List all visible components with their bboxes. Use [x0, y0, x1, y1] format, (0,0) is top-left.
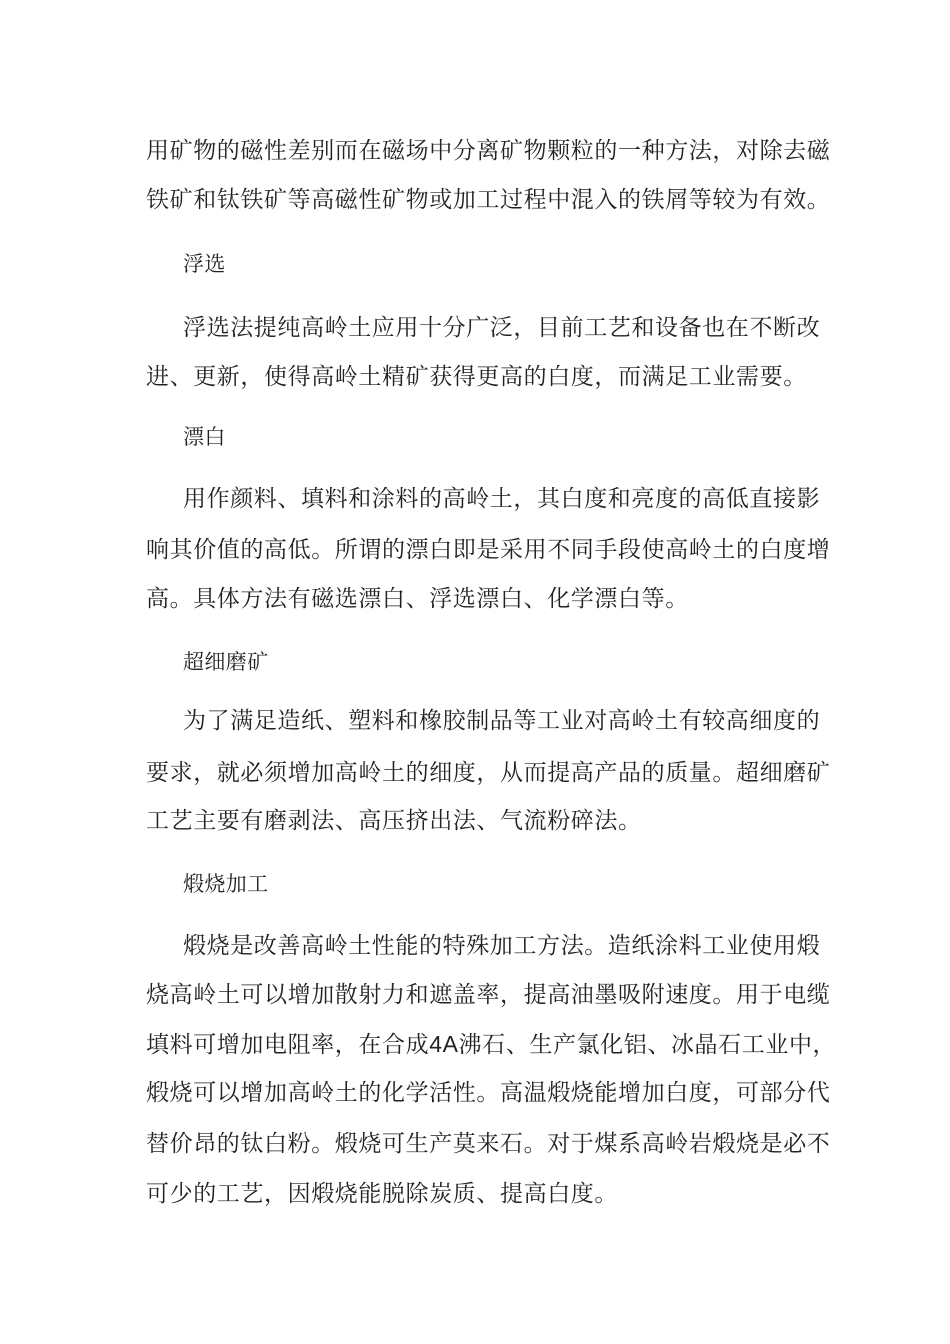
paragraph-grinding-line-1: 为了满足造纸、塑料和橡胶制品等工业对高岭土有较高细度的: [183, 708, 821, 734]
paragraph-grinding-line-2: 要求，就必须增加高岭土的细度，从而提高产品的质量。超细磨矿: [146, 760, 831, 786]
paragraph-magnetic-line-1: 用矿物的磁性差别而在磁场中分离矿物颗粒的一种方法，对除去磁: [146, 138, 831, 164]
paragraph-flotation-line-2: 进、更新，使得高岭土精矿获得更高的白度，而满足工业需要。: [146, 364, 807, 390]
paragraph-calcination-line-2: 烧高岭土可以增加散射力和遮盖率，提高油墨吸附速度。用于电缆: [146, 982, 831, 1008]
heading-grinding: 超细磨矿: [183, 650, 269, 674]
paragraph-calcination-line-1: 煅烧是改善高岭土性能的特殊加工方法。造纸涂料工业使用煅: [183, 933, 821, 959]
paragraph-flotation-line-1: 浮选法提纯高岭土应用十分广泛，目前工艺和设备也在不断改: [183, 315, 821, 341]
line-3-text-before: 填料可增加电阻率，在合成: [146, 1032, 430, 1058]
paragraph-calcination-line-5: 替价昂的钛白粉。煅烧可生产莫来石。对于煤系高岭岩煅烧是必不: [146, 1131, 831, 1157]
heading-calcination: 煅烧加工: [183, 872, 269, 896]
line-3-text-after: 沸石、生产氯化铝、冰晶石工业中，: [458, 1032, 837, 1058]
paragraph-calcination-line-4: 煅烧可以增加高岭土的化学活性。高温煅烧能增加白度，可部分代: [146, 1080, 831, 1106]
paragraph-calcination-line-6: 可少的工艺，因煅烧能脱除炭质、提高白度。: [146, 1181, 618, 1207]
heading-flotation: 浮选: [183, 252, 226, 276]
heading-bleaching: 漂白: [183, 425, 226, 449]
paragraph-bleaching-line-3: 高。具体方法有磁选漂白、浮选漂白、化学漂白等。: [146, 586, 689, 612]
paragraph-bleaching-line-1: 用作颜料、填料和涂料的高岭土，其白度和亮度的高低直接影: [183, 486, 821, 512]
paragraph-grinding-line-3: 工艺主要有磨剥法、高压挤出法、气流粉碎法。: [146, 808, 642, 834]
paragraph-bleaching-line-2: 响其价值的高低。所谓的漂白即是采用不同手段使高岭土的白度增: [146, 537, 831, 563]
paragraph-magnetic-line-2: 铁矿和钛铁矿等高磁性矿物或加工过程中混入的铁屑等较为有效。: [146, 187, 831, 213]
paragraph-calcination-line-3: [146, 1029, 837, 1060]
zeolite-code: 4A: [429, 1031, 459, 1057]
